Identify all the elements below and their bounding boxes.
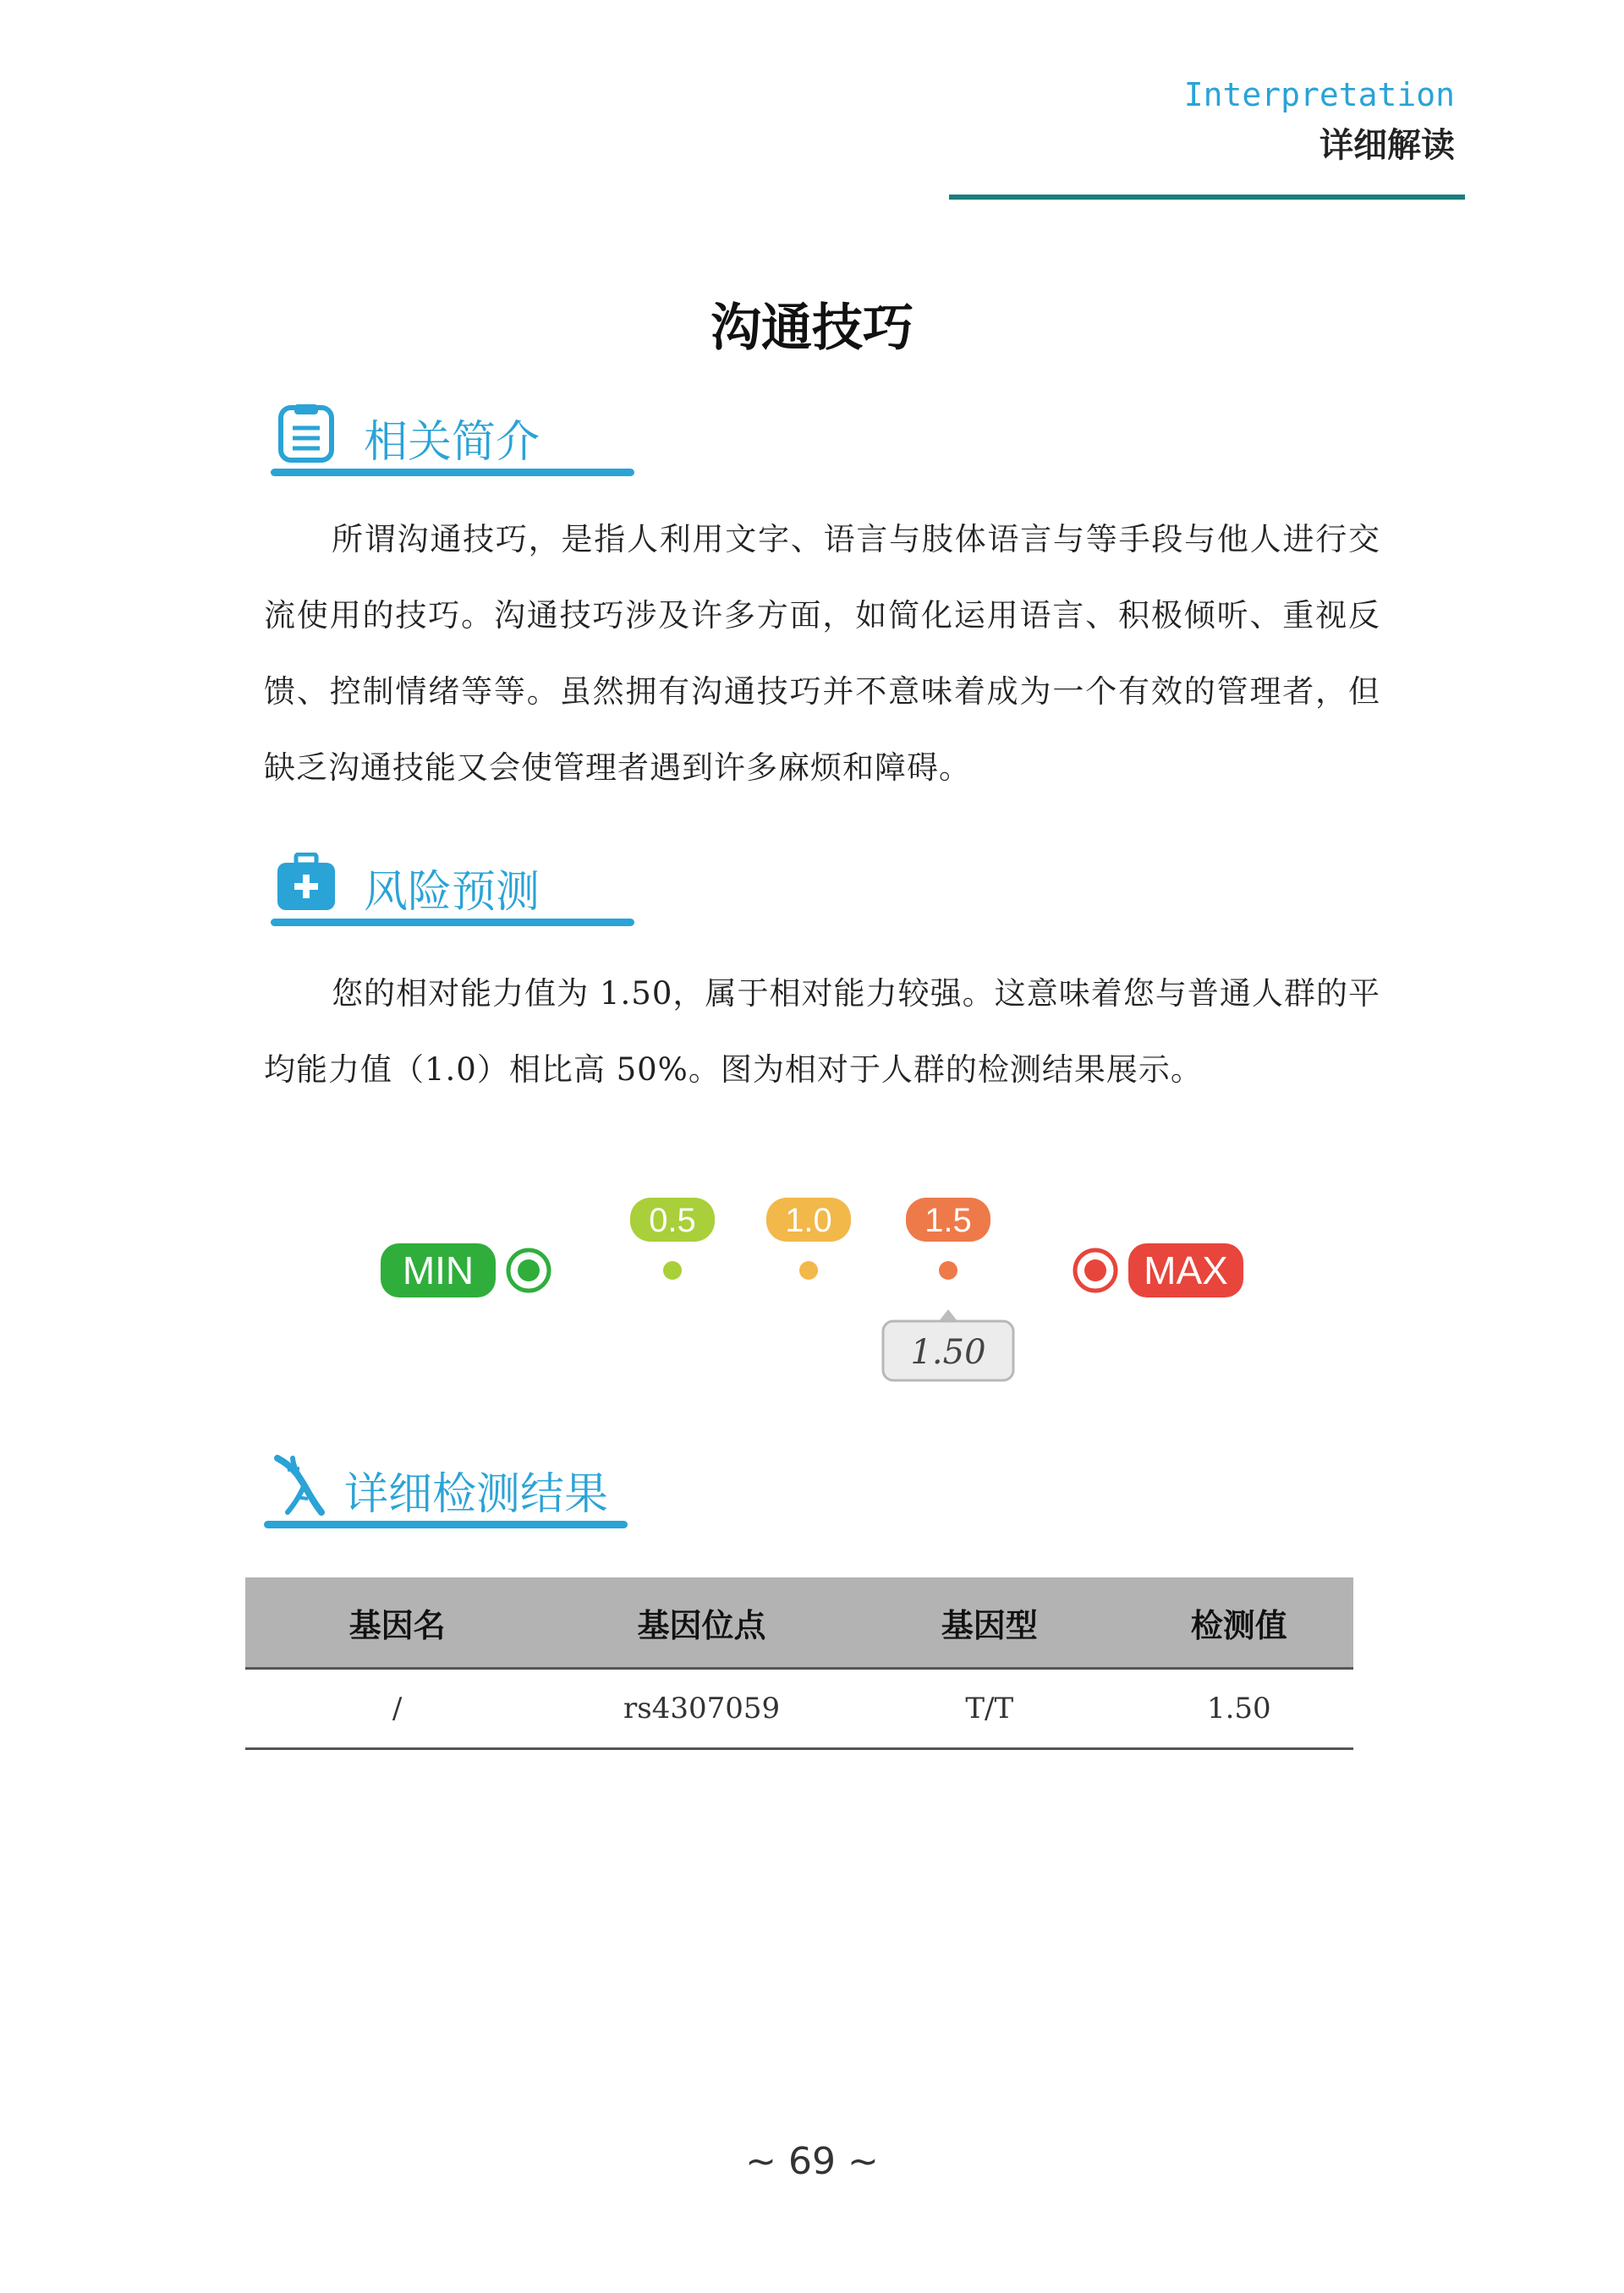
- document-icon: [276, 403, 337, 464]
- col-gene-locus: 基因位点: [549, 1577, 854, 1669]
- cell-test-value: 1.50: [1125, 1669, 1353, 1749]
- section-risk-heading: [271, 853, 634, 929]
- tick-label-2: 1.5: [924, 1202, 972, 1239]
- col-genotype: 基因型: [854, 1577, 1125, 1669]
- header-divider: [949, 195, 1465, 200]
- cell-genotype: T/T: [854, 1669, 1125, 1749]
- tick-dot-0: [663, 1261, 682, 1280]
- tick-label-1: 1.0: [785, 1202, 832, 1239]
- result-table: [245, 1577, 1353, 1750]
- tick-dot-1: [799, 1261, 818, 1280]
- value-label: 1.50: [910, 1333, 986, 1372]
- section-detail-label: 详细检测结果: [344, 1469, 609, 1520]
- table-header-row: [245, 1577, 1353, 1669]
- table-row: [245, 1669, 1353, 1749]
- section-risk-label: 风险预测: [364, 867, 540, 918]
- header-english: Interpretation: [1183, 76, 1455, 113]
- tick-label-0: 0.5: [649, 1202, 696, 1239]
- col-test-value: 检测值: [1125, 1577, 1353, 1669]
- col-gene-name: 基因名: [245, 1577, 549, 1669]
- tick-dot-2: [939, 1261, 957, 1280]
- section-detail-heading: [264, 1455, 628, 1531]
- section-detail-underline: [264, 1521, 628, 1528]
- section-intro-underline: [271, 469, 634, 476]
- page-title: 沟通技巧: [710, 299, 914, 358]
- ability-scale: [372, 1184, 1269, 1404]
- section-risk-underline: [271, 919, 634, 926]
- dna-icon: [269, 1455, 330, 1516]
- header-chinese: 详细解读: [1320, 126, 1455, 165]
- medical-kit-icon: [276, 853, 337, 913]
- section-intro-label: 相关简介: [364, 417, 540, 468]
- value-pointer: [939, 1309, 957, 1321]
- page-number: ~ 69 ~: [745, 2140, 879, 2183]
- section-intro-heading: [271, 403, 634, 479]
- intro-paragraph: 所谓沟通技巧，是指人利用文字、语言与肢体语言与等手段与他人进行交流使用的技巧。沟通技巧涉及许多方面，如简化运用语言、积极倾听、重视反馈、控制情绪等等。虽然拥有沟通技巧并不意味着成为一个有效的管理者，但缺乏沟通技能又会使管理者遇到许多麻烦和障碍。: [264, 521, 1380, 786]
- min-label: MIN: [402, 1248, 475, 1292]
- max-label: MAX: [1144, 1248, 1228, 1292]
- cell-gene-name: /: [245, 1669, 549, 1749]
- risk-paragraph: 您的相对能力值为 1.50，属于相对能力较强。这意味着您与普通人群的平均能力值（1.0）相比高 50%。图为相对于人群的检测结果展示。: [264, 975, 1380, 1088]
- cell-gene-locus: rs4307059: [549, 1669, 854, 1749]
